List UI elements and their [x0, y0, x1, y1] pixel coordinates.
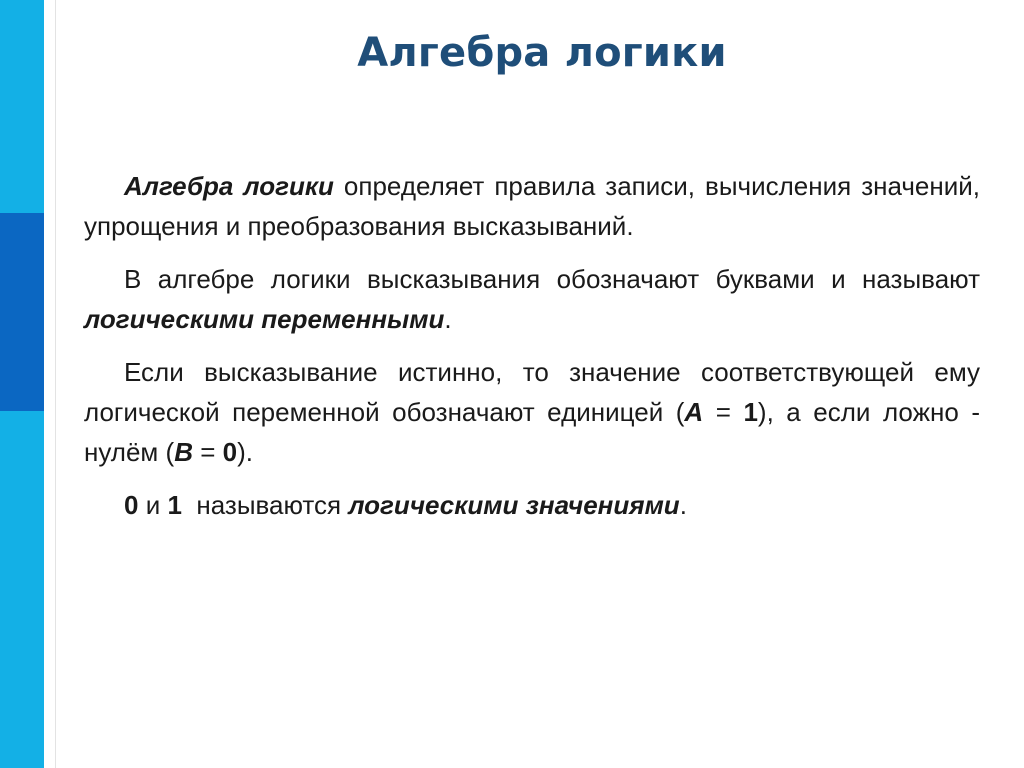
paragraph-end: ). [237, 437, 253, 467]
equals-sign: = [703, 397, 744, 427]
value-one: 1 [167, 490, 182, 520]
page-title: Алгебра логики [357, 30, 727, 76]
sidebar-accent-block [0, 213, 44, 411]
paragraph-text: Если высказывание истинно, то значение соответствующей ему логической переменной обозначают единицей ( [84, 357, 980, 427]
term-logical-variables: логическими переменными [84, 304, 445, 334]
slide-content [84, 166, 980, 538]
conjunction: и [138, 490, 168, 520]
variable-a: А [684, 397, 704, 427]
variable-b: В [174, 437, 193, 467]
term-algebra-logic: Алгебра логики [124, 171, 334, 201]
paragraph-text: В алгебре логики высказывания обозначают буквами и называют [124, 264, 980, 294]
value-zero: 0 [124, 490, 139, 520]
paragraph-end: . [679, 490, 687, 520]
paragraph-text: определяет правила записи, вычисления значений, упрощения и преобразования высказываний. [84, 171, 980, 241]
paragraph-text: ), а если ложно - нулём ( [84, 397, 980, 467]
term-logical-values: логическими значениями [348, 490, 680, 520]
value-one: 1 [743, 397, 758, 427]
value-zero: 0 [222, 437, 238, 467]
paragraph-truth-values [84, 352, 980, 472]
sidebar-divider [55, 0, 56, 768]
paragraph-definition [84, 166, 980, 246]
equals-sign: = [192, 437, 223, 467]
paragraph-variables [84, 259, 980, 339]
paragraph-logical-values [84, 485, 980, 525]
paragraph-end: . [444, 304, 452, 334]
paragraph-text: называются [181, 490, 349, 520]
